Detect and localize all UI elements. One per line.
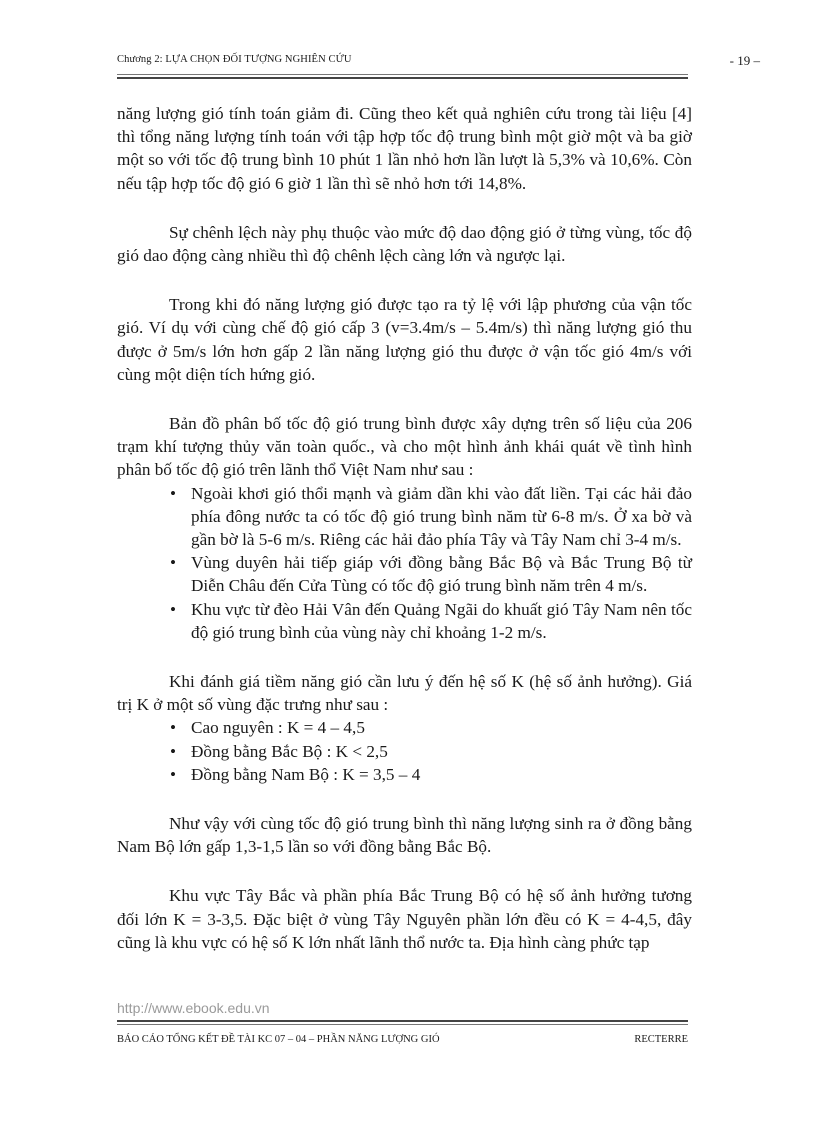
report-title: BÁO CÁO TỔNG KẾT ĐỀ TÀI KC 07 – 04 – PHẦN NĂNG LƯỢNG GIÓ bbox=[117, 1034, 440, 1045]
header-rule-thick bbox=[117, 77, 688, 79]
bullet-icon: • bbox=[170, 483, 177, 503]
page-number: - 19 – bbox=[729, 53, 760, 68]
list-item: • Đồng bằng Nam Bộ : K = 3,5 – 4 bbox=[117, 763, 692, 786]
paragraph-4: Bản đồ phân bố tốc độ gió trung bình được xây dựng trên số liệu của 206 trạm khí tượng thủy văn toàn quốc., và cho một hình ảnh khái quát về tình hình phân bố tốc độ gió trên lãnh thổ Việt Nam như sau : bbox=[117, 414, 692, 480]
chapter-title: Chương 2: LỰA CHỌN ĐỐI TƯỢNG NGHIÊN CỨU bbox=[117, 54, 352, 65]
paragraph-3: Trong khi đó năng lượng gió được tạo ra tỷ lệ với lập phương của vận tốc gió. Ví dụ với cùng chế độ gió cấp 3 (v=3.4m/s – 5.4m/s) thì năng lượng gió thu được ở 5m/s lớn hơn gấp 2 lần năng lượng gió thu được ở vận tốc gió 4m/s với cùng một diện tích hứng gió. bbox=[117, 295, 692, 384]
footer-rule-thin bbox=[117, 1024, 688, 1025]
watermark-link[interactable]: http://www.ebook.edu.vn bbox=[117, 1000, 270, 1016]
list-item: • Khu vực từ đèo Hải Vân đến Quảng Ngãi do khuất gió Tây Nam nên tốc độ gió trung bình của vùng này chỉ khoảng 1-2 m/s. bbox=[170, 599, 692, 642]
bullet-icon: • bbox=[170, 764, 177, 784]
wind-distribution-list bbox=[117, 482, 692, 644]
bullet-icon: • bbox=[170, 553, 177, 573]
list-item: • Vùng duyên hải tiếp giáp với đồng bằng Bắc Bộ và Bắc Trung Bộ từ Diễn Châu đến Cửa Tùng có tốc độ gió trung bình năm trên 4 m/s. bbox=[170, 553, 692, 596]
header-rule-thin bbox=[117, 74, 688, 75]
paragraph-1: năng lượng gió tính toán giảm đi. Cũng theo kết quả nghiên cứu trong tài liệu [4] thì tổng năng lượng tính toán với tập hợp tốc độ trung bình một giờ một và ba giờ một so với tốc độ trung bình 10 phút 1 lần nhỏ hơn lần lượt là 5,3% và 10,6%. Còn nếu tập hợp tốc độ gió 6 giờ 1 lần thì sẽ nhỏ hơn tới 14,8%. bbox=[117, 104, 692, 193]
bullet-icon: • bbox=[170, 599, 177, 619]
bullet-icon: • bbox=[170, 741, 177, 761]
bullet-icon: • bbox=[170, 718, 177, 738]
page-header bbox=[117, 54, 760, 74]
paragraph-5: Khi đánh giá tiềm năng gió cần lưu ý đến hệ số K (hệ số ảnh hưởng). Giá trị K ở một số vùng đặc trưng như sau : bbox=[117, 672, 692, 715]
list-item: • Cao nguyên : K = 4 – 4,5 bbox=[117, 716, 692, 739]
k-coefficient-list bbox=[117, 716, 692, 786]
footer-rule-thick bbox=[117, 1020, 688, 1022]
body-text bbox=[117, 102, 692, 954]
organization-name: RECTERRE bbox=[634, 1034, 688, 1045]
list-item: • Ngoài khơi gió thổi mạnh và giảm dần khi vào đất liền. Tại các hải đảo phía đông nước ta có tốc độ gió trung bình năm từ 6-8 m/s. Ở xa bờ và gần bờ là 5-6 m/s. Riêng các hải đảo phía Tây và Tây Nam chỉ 3-4 m/s. bbox=[170, 483, 692, 550]
list-item: • Đồng bằng Bắc Bộ : K < 2,5 bbox=[117, 740, 692, 763]
paragraph-6: Như vậy với cùng tốc độ gió trung bình thì năng lượng sinh ra ở đồng bằng Nam Bộ lớn gấp 1,3-1,5 lần so với đồng bằng Bắc Bộ. bbox=[117, 814, 692, 857]
paragraph-2: Sự chênh lệch này phụ thuộc vào mức độ dao động gió ở từng vùng, tốc độ gió dao động càng nhiều thì độ chênh lệch càng lớn và ngược lại. bbox=[117, 222, 692, 266]
paragraph-7: Khu vực Tây Bắc và phần phía Bắc Trung Bộ có hệ số ảnh hưởng tương đối lớn K = 3-3,5. Đặc biệt ở vùng Tây Nguyên phần lớn đều có K = 4-4,5, đây cũng là khu vực có hệ số K lớn nhất lãnh thổ nước ta. Địa hình càng phức tạp bbox=[117, 886, 692, 952]
